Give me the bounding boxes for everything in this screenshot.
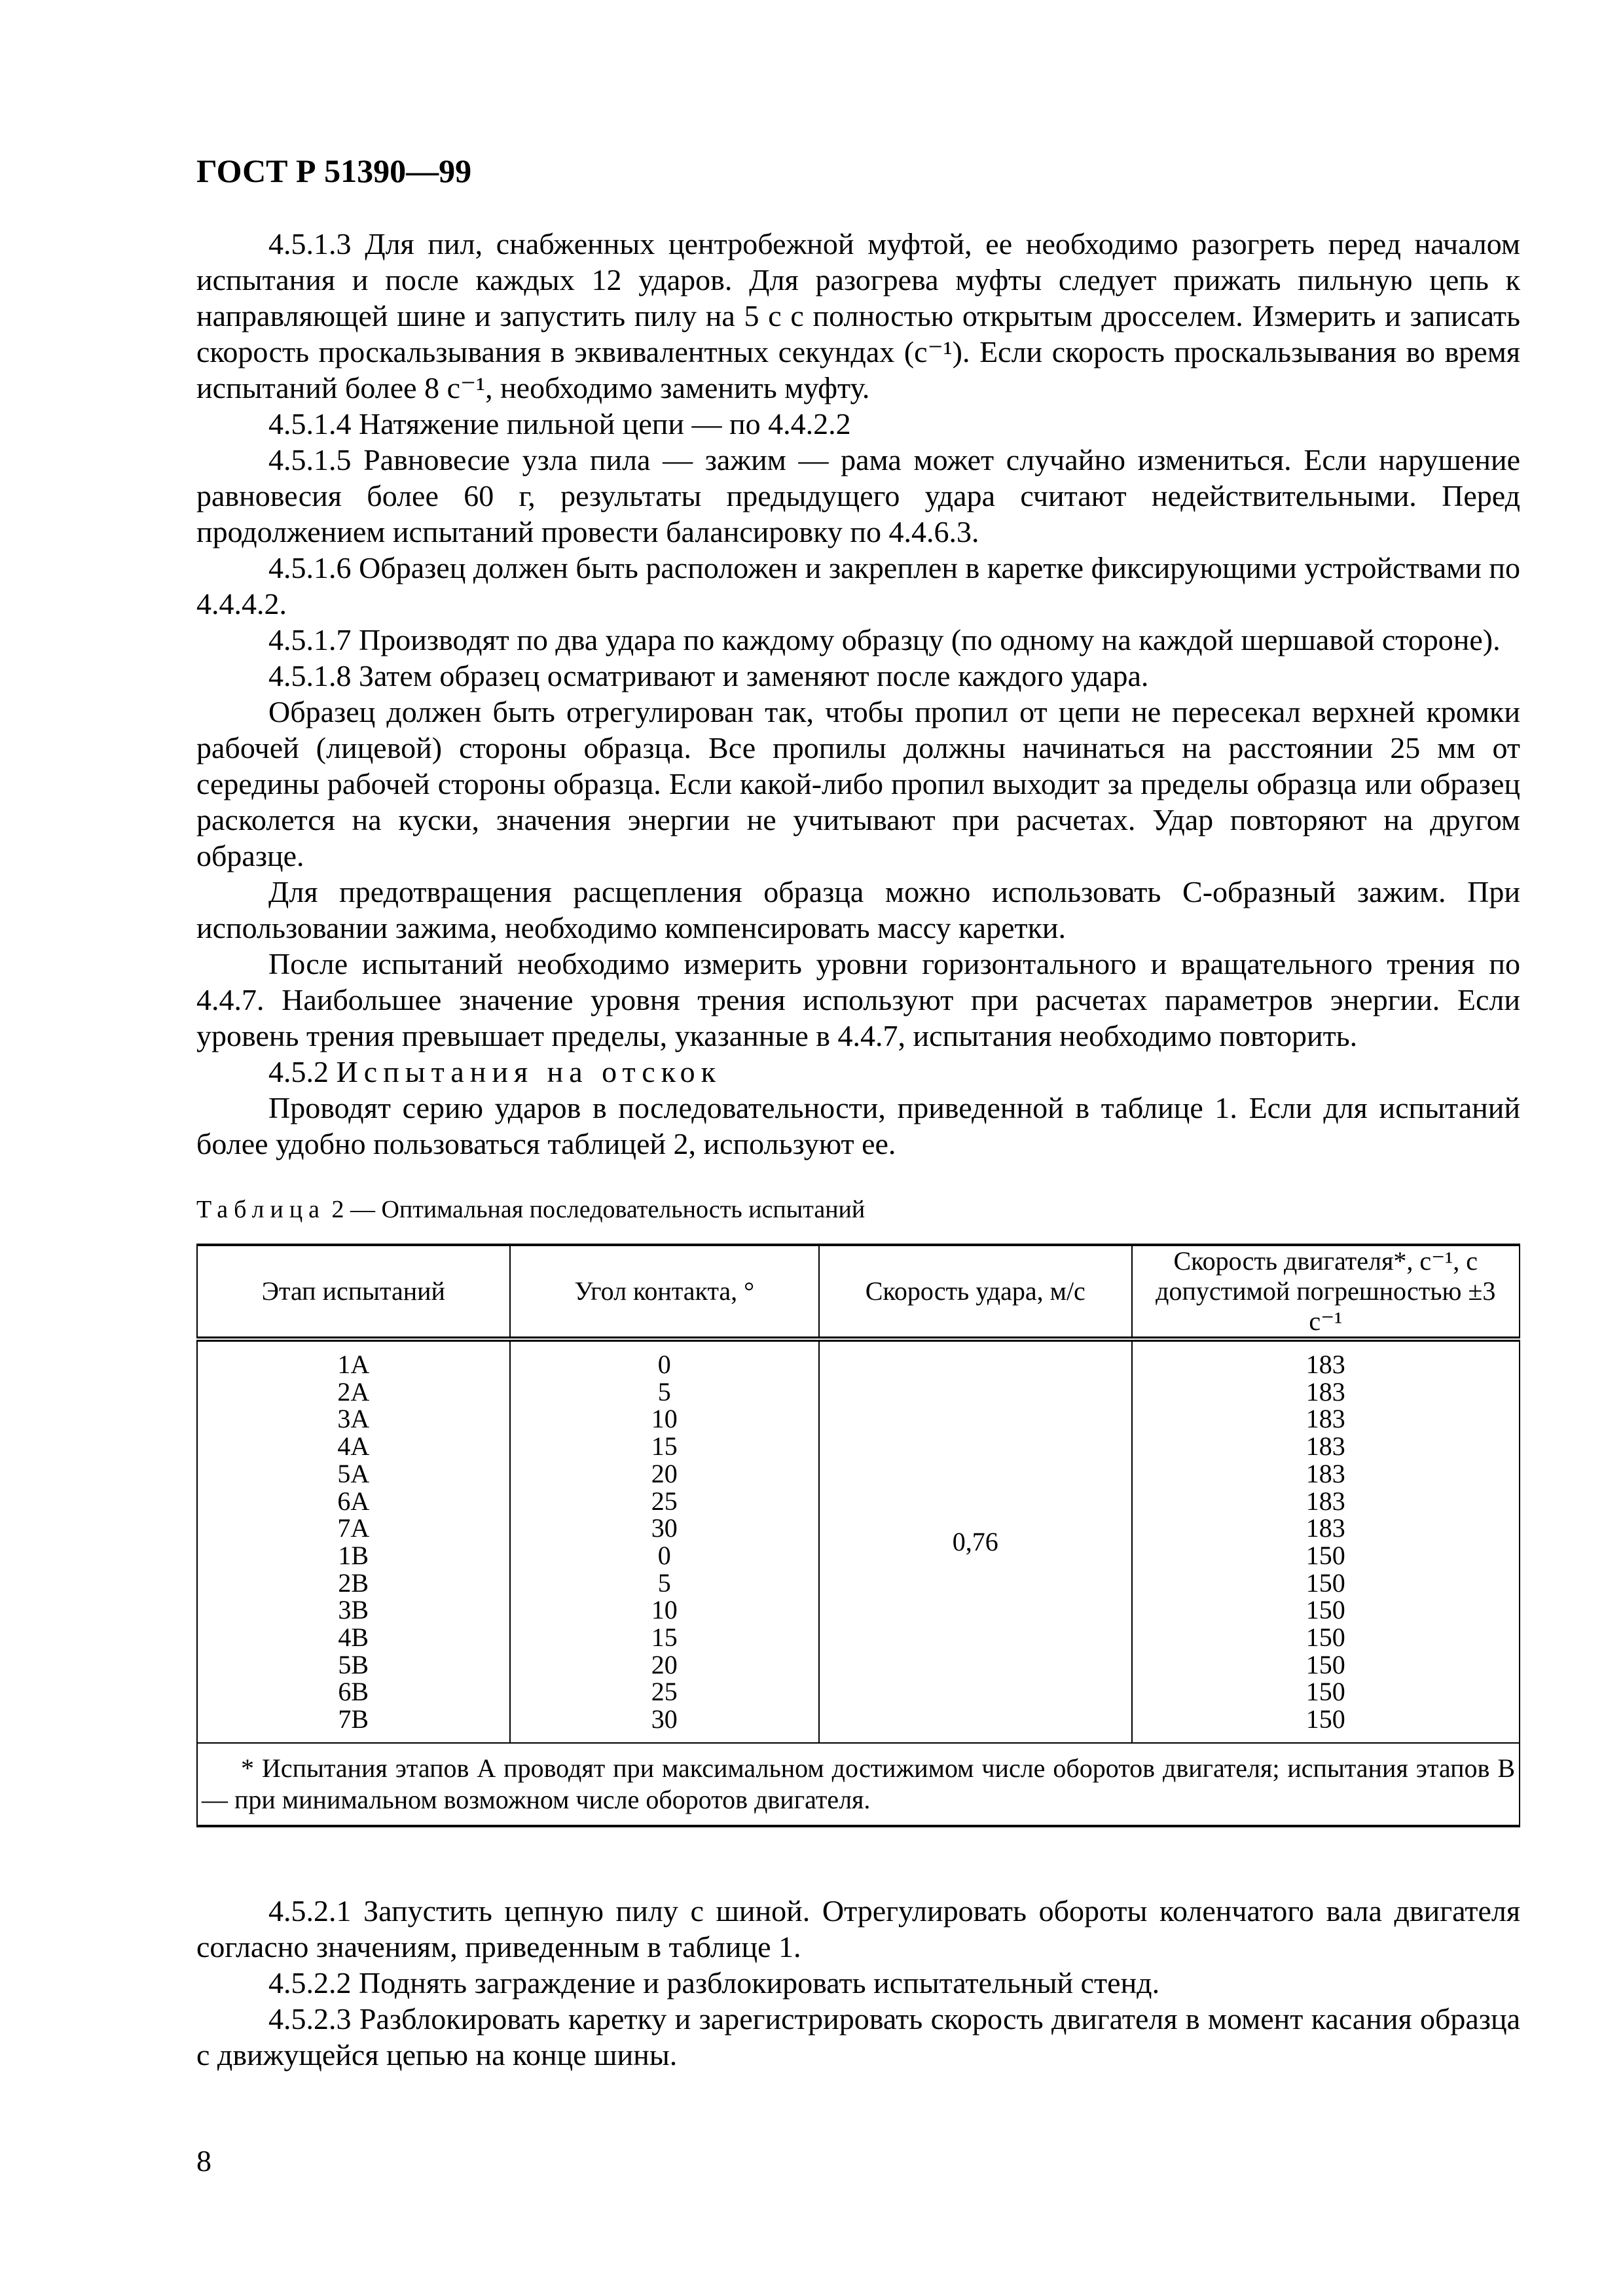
paragraph: 4.5.1.7 Производят по два удара по каждому образцу (по одному на каждой шершавой стороне). <box>268 623 1501 656</box>
angle-cell: 0 <box>657 1350 671 1379</box>
table-caption <box>196 1195 865 1224</box>
engine-speed-cell: 150 <box>1305 1704 1345 1734</box>
stage-cell: 3А <box>337 1404 370 1434</box>
paragraph: 4.5.1.8 Затем образец осматривают и заменяют после каждого удара. <box>268 659 1149 692</box>
angle-cell: 15 <box>651 1623 678 1653</box>
document-header: ГОСТ Р 51390—99 <box>196 152 472 189</box>
page-number: 8 <box>196 2144 211 2178</box>
angle-cell: 25 <box>651 1677 678 1707</box>
paragraph: Проводят серию ударов в последовательности, приведенной в таблице 1. Если для испытаний более удобно пользоваться таблицей 2, используют ее. <box>196 1091 1520 1160</box>
engine-speed-cell: 183 <box>1305 1431 1345 1462</box>
section-number: 4.5.2 <box>268 1055 329 1088</box>
caption-text: 2 — Оптимальная последовательность испытаний <box>325 1196 866 1223</box>
header-angle: Угол контакта, ° <box>510 1245 820 1339</box>
angle-cell: 20 <box>651 1649 678 1679</box>
section-heading <box>196 1054 1520 1090</box>
stage-cell: 4В <box>338 1623 369 1653</box>
engine-speed-cell: 150 <box>1305 1677 1345 1707</box>
stage-cell: 3В <box>338 1595 369 1625</box>
stage-cell: 5В <box>338 1649 369 1679</box>
engine-speed-cell: 150 <box>1305 1649 1345 1679</box>
paragraph: Для предотвращения расщепления образца можно использовать С-образный зажим. При использовании зажима, необходимо компенсировать массу каретки. <box>196 875 1520 944</box>
angle-cell: 5 <box>657 1568 671 1598</box>
body-text-top <box>196 226 1520 1162</box>
paragraph: 4.5.2.2 Поднять заграждение и разблокировать испытательный стенд. <box>268 1966 1160 2000</box>
section-title: Испытания на отскок <box>336 1055 722 1088</box>
engine-speed-cell: 183 <box>1305 1513 1345 1543</box>
paragraph: 4.5.1.6 Образец должен быть расположен и закреплен в каретке фиксирующими устройствами по 4.4.4.2. <box>196 551 1520 620</box>
engine-speed-cell: 150 <box>1305 1623 1345 1653</box>
test-sequence-table <box>196 1244 1520 1827</box>
table-footnote: * Испытания этапов А проводят при максимальном достижимом числе оборотов двигателя; испытания этапов В — при минимальном возможном числе оборотов двигателя. <box>197 1743 1520 1826</box>
angle-cell: 0 <box>657 1540 671 1570</box>
header-stage: Этап испытаний <box>197 1245 510 1339</box>
paragraph: 4.5.1.4 Натяжение пильной цепи — по 4.4.2.2 <box>268 407 851 440</box>
paragraph: После испытаний необходимо измерить уровни горизонтального и вращательного трения по 4.4.7. Наибольшее значение уровня трения используют при расчетах параметров энергии. Если уровень трения превышает пределы, указанные в 4.4.7, испытания необходимо повторить. <box>196 947 1520 1052</box>
stage-cell: 7В <box>338 1704 369 1734</box>
engine-speed-cell: 183 <box>1305 1404 1345 1434</box>
angle-cell: 10 <box>651 1595 678 1625</box>
engine-speed-cell: 183 <box>1305 1458 1345 1488</box>
stage-cell: 1А <box>337 1350 370 1379</box>
engine-speed-cell: 183 <box>1305 1376 1345 1407</box>
stage-cell: 4А <box>337 1431 370 1462</box>
angle-column <box>510 1339 820 1743</box>
stage-column <box>197 1339 510 1743</box>
header-impact-speed: Скорость удара, м/с <box>819 1245 1131 1339</box>
engine-speed-column <box>1132 1339 1520 1743</box>
stage-cell: 2В <box>338 1568 369 1598</box>
paragraph: 4.5.1.3 Для пил, снабженных центробежной муфтой, ее необходимо разогреть перед началом испытания и после каждых 12 ударов. Для разогрева муфты следует прижать пильную цепь к направляющей шине и запустить пилу на 5 с с полностью открытым дросселем. Измерить и записать скорость проскальзывания в эквивалентных секундах (с⁻¹). Если скорость проскальзывания во время испытаний более 8 с⁻¹, необходимо заменить муфту. <box>196 227 1520 404</box>
engine-speed-cell: 150 <box>1305 1540 1345 1570</box>
caption-prefix: Таблица <box>196 1196 326 1223</box>
angle-cell: 5 <box>657 1376 671 1407</box>
stage-cell: 6В <box>338 1677 369 1707</box>
stage-cell: 1В <box>338 1540 369 1570</box>
engine-speed-cell: 183 <box>1305 1350 1345 1379</box>
angle-cell: 30 <box>651 1704 678 1734</box>
engine-speed-cell: 150 <box>1305 1595 1345 1625</box>
stage-cell: 6А <box>337 1486 370 1516</box>
paragraph: 4.5.2.1 Запустить цепную пилу с шиной. Отрегулировать обороты коленчатого вала двигателя согласно значениям, приведенным в таблице 1. <box>196 1894 1520 1964</box>
stage-cell: 5А <box>337 1458 370 1488</box>
angle-cell: 10 <box>651 1404 678 1434</box>
angle-cell: 20 <box>651 1458 678 1488</box>
engine-speed-cell: 150 <box>1305 1568 1345 1598</box>
body-text-bottom <box>196 1893 1520 2073</box>
angle-cell: 25 <box>651 1486 678 1516</box>
paragraph: Образец должен быть отрегулирован так, чтобы пропил от цепи не пересекал верхней кромки рабочей (лицевой) стороны образца. Все пропилы должны начинаться на расстоянии 25 мм от середины рабочей стороны образца. Если какой-либо пропил выходит за пределы образца или образец расколется на куски, значения энергии не учитывают при расчетах. Удар повторяют на другом образце. <box>196 695 1520 872</box>
paragraph: 4.5.1.5 Равновесие узла пила — зажим — рама может случайно измениться. Если нарушение равновесия более 60 г, результаты предыдущего удара считают недействительными. Перед продолжением испытаний провести балансировку по 4.4.6.3. <box>196 443 1520 548</box>
angle-cell: 30 <box>651 1513 678 1543</box>
stage-cell: 7А <box>337 1513 370 1543</box>
engine-speed-cell: 183 <box>1305 1486 1345 1516</box>
angle-cell: 15 <box>651 1431 678 1462</box>
paragraph: 4.5.2.3 Разблокировать каретку и зарегистрировать скорость двигателя в момент касания образца с движущейся цепью на конце шины. <box>196 2002 1520 2072</box>
header-engine-speed: Скорость двигателя*, с⁻¹, с допустимой погрешностью ±3 с⁻¹ <box>1132 1245 1520 1339</box>
impact-speed-cell: 0,76 <box>819 1339 1131 1743</box>
stage-cell: 2А <box>337 1376 370 1407</box>
